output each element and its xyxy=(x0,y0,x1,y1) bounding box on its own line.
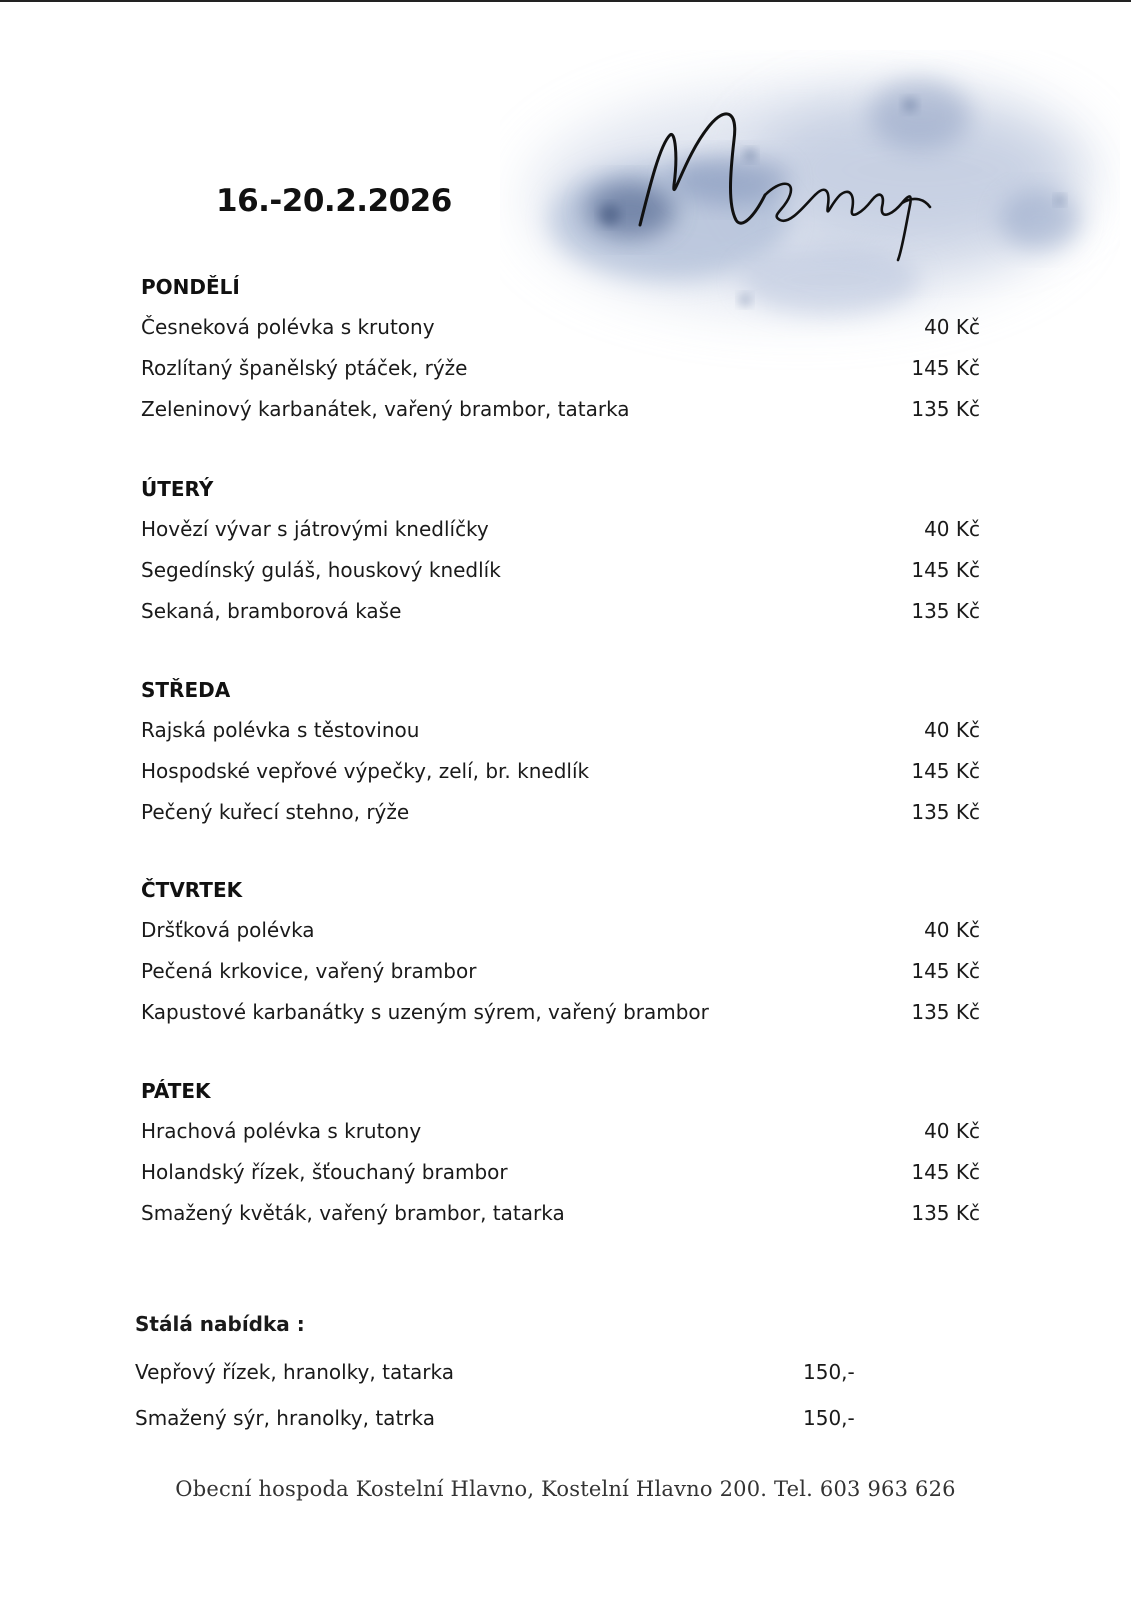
day-title: STŘEDA xyxy=(141,678,231,702)
menu-script-title xyxy=(630,95,960,275)
day-section-wednesday xyxy=(141,677,991,840)
menu-item xyxy=(141,999,991,1040)
day-title: ÚTERÝ xyxy=(141,477,214,501)
item-price: 135 Kč xyxy=(911,599,980,623)
item-name: Česneková polévka s krutony xyxy=(141,315,435,339)
item-name: Smažený květák, vařený brambor, tatarka xyxy=(141,1201,565,1225)
menu-item xyxy=(141,557,991,598)
item-name: Zeleninový karbanátek, vařený brambor, tatarka xyxy=(141,397,630,421)
menu-item xyxy=(141,396,991,437)
menu-item xyxy=(141,314,991,355)
day-section-thursday xyxy=(141,877,991,1040)
day-section-friday xyxy=(141,1078,991,1241)
top-border xyxy=(0,0,1131,2)
item-name: Rozlítaný španělský ptáček, rýže xyxy=(141,356,468,380)
menu-item xyxy=(141,1159,991,1200)
menu-item xyxy=(141,516,991,557)
item-price: 145 Kč xyxy=(911,759,980,783)
menu-item xyxy=(141,958,991,999)
item-price: 135 Kč xyxy=(911,1000,980,1024)
day-title: PONDĚLÍ xyxy=(141,275,240,299)
item-name: Pečená krkovice, vařený brambor xyxy=(141,959,477,983)
menu-item xyxy=(141,1200,991,1241)
item-price: 150,- xyxy=(803,1406,855,1430)
item-name: Holandský řízek, šťouchaný brambor xyxy=(141,1160,508,1184)
day-title: PÁTEK xyxy=(141,1079,211,1103)
day-section-monday xyxy=(141,274,991,437)
menu-item xyxy=(141,1118,991,1159)
menu-item xyxy=(135,1405,895,1451)
item-price: 40 Kč xyxy=(924,517,980,541)
standing-offer-section xyxy=(135,1311,895,1451)
menu-item xyxy=(141,917,991,958)
item-price: 40 Kč xyxy=(924,1119,980,1143)
item-name: Rajská polévka s těstovinou xyxy=(141,718,420,742)
item-price: 145 Kč xyxy=(911,1160,980,1184)
menu-item xyxy=(141,799,991,840)
item-name: Vepřový řízek, hranolky, tatarka xyxy=(135,1360,455,1384)
item-price: 40 Kč xyxy=(924,918,980,942)
menu-date: 16.-20.2.2026 xyxy=(216,183,452,219)
item-name: Hovězí vývar s játrovými knedlíčky xyxy=(141,517,489,541)
menu-item xyxy=(141,717,991,758)
item-price: 145 Kč xyxy=(911,558,980,582)
menu-item xyxy=(135,1359,895,1405)
footer-contact: Obecní hospoda Kostelní Hlavno, Kostelní Hlavno 200. Tel. 603 963 626 xyxy=(175,1477,956,1501)
menu-item xyxy=(141,598,991,639)
item-price: 135 Kč xyxy=(911,800,980,824)
item-name: Segedínský guláš, houskový knedlík xyxy=(141,558,501,582)
item-price: 150,- xyxy=(803,1360,855,1384)
menu-item xyxy=(141,355,991,396)
item-name: Hospodské vepřové výpečky, zelí, br. knedlík xyxy=(141,759,590,783)
item-price: 40 Kč xyxy=(924,315,980,339)
day-section-tuesday xyxy=(141,476,991,639)
item-name: Dršťková polévka xyxy=(141,918,315,942)
item-price: 135 Kč xyxy=(911,397,980,421)
item-name: Smažený sýr, hranolky, tatrka xyxy=(135,1406,435,1430)
item-price: 145 Kč xyxy=(911,356,980,380)
menu-item xyxy=(141,758,991,799)
item-name: Kapustové karbanátky s uzeným sýrem, vařený brambor xyxy=(141,1000,709,1024)
standing-offer-title: Stálá nabídka : xyxy=(135,1312,305,1336)
item-name: Hrachová polévka s krutony xyxy=(141,1119,422,1143)
item-price: 135 Kč xyxy=(911,1201,980,1225)
item-name: Pečený kuřecí stehno, rýže xyxy=(141,800,410,824)
item-price: 40 Kč xyxy=(924,718,980,742)
item-price: 145 Kč xyxy=(911,959,980,983)
day-title: ČTVRTEK xyxy=(141,878,243,902)
item-name: Sekaná, bramborová kaše xyxy=(141,599,402,623)
